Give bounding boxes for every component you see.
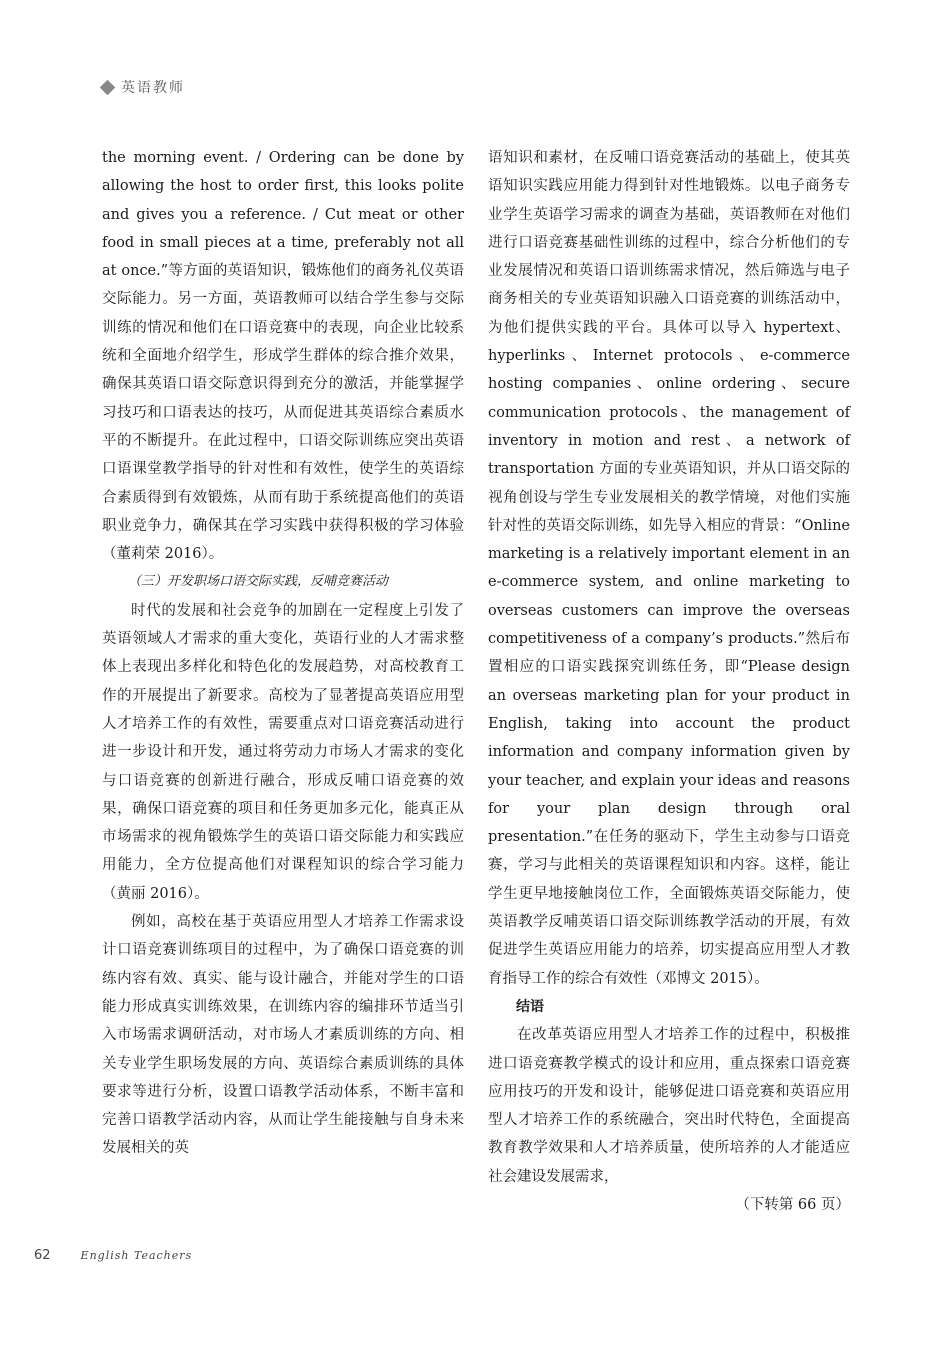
left-column: [102, 144, 464, 1163]
journal-header-title: 英语教师: [121, 80, 185, 96]
page-number: 62: [34, 1248, 51, 1263]
diamond-icon: [100, 79, 116, 95]
running-header: [102, 76, 185, 98]
subsection-heading: （三）开发职场口语交际实践，反哺竞赛活动: [128, 574, 389, 590]
section-title: 结语: [516, 998, 544, 1015]
paragraph: 例如，高校在基于英语应用型人才培养工作需求设计口语竞赛训练项目的过程中，为了确保口语竞赛的训练内容有效、真实、能与设计融合，并能对学生的口语能力形成真实训练效果，在训练内容的编排环节适当引入市场需求调研活动，对市场人才素质训练的方向、相关专业学生职场发展的方向、英语综合素质训练的具体要求等进行分析，设置口语教学活动体系，不断丰富和完善口语教学活动内容，从而让学生能接触与自身未来发展相关的英: [102, 914, 464, 1157]
page-footer: [34, 1248, 192, 1263]
continued-note: （下转第 66 页）: [735, 1196, 850, 1213]
paragraph: 在改革英语应用型人才培养工作的过程中，积极推进口语竞赛教学模式的设计和应用，重点探索口语竞赛应用技巧的开发和设计，能够促进口语竞赛和英语应用型人才培养工作的系统融合，突出时代特色，全面提高教育教学效果和人才培养质量，使所培养的人才能适应社会建设发展需求，: [488, 1027, 850, 1185]
paragraph: 时代的发展和社会竞争的加剧在一定程度上引发了英语领域人才需求的重大变化，英语行业的人才需求整体上表现出多样化和特色化的发展趋势，对高校教育工作的开展提出了新要求。高校为了显著提高英语应用型人才培养工作的有效性，需要重点对口语竞赛活动进行进一步设计和开发，通过将劳动力市场人才需求的变化与口语竞赛的创新进行融合，形成反哺口语竞赛的效果，确保口语竞赛的项目和任务更加多元化，能真正从市场需求的视角锻炼学生的英语口语交际能力和实践应用能力，全方位提高他们对课程知识的综合学习能力（黄丽 2016）。: [102, 602, 464, 902]
right-column: [488, 144, 850, 1219]
paragraph: the morning event. / Ordering can be done by allowing the host to order first, this looks polite and gives you a reference. / Cut meat or other food in small pieces at a time, preferably not all at once.”等方面的英语知识，锻炼他们的商务礼仪英语交际能力。另一方面，英语教师可以结合学生参与交际训练的情况和他们在口语竞赛中的表现，向企业比较系统和全面地介绍学生，形成学生群体的综合推介效果，确保其英语口语交际意识得到充分的激活，并能掌握学习技巧和口语表达的技巧，从而促进其英语综合素质水平的不断提升。在此过程中，口语交际训练应突出英语口语课堂教学指导的针对性和有效性，使学生的英语综合素质得到有效锻炼，从而有助于系统提高他们的英语职业竞争力，确保其在学习实践中获得积极的学习体验（董莉荣 2016）。: [102, 150, 464, 563]
paragraph: 语知识和素材，在反哺口语竞赛活动的基础上，使其英语知识实践应用能力得到针对性地锻炼。以电子商务专业学生英语学习需求的调查为基础，英语教师在对他们进行口语竞赛基础性训练的过程中，综合分析他们的专业发展情况和英语口语训练需求情况，然后筛选与电子商务相关的专业英语知识融入口语竞赛的训练活动中，为他们提供实践的平台。具体可以导入 hypertext、hyperlinks、Internet protocols、e-commerce hosting companies、online ordering、secure communication protocols、the management of inventory in motion and rest、a network of transportation 方面的专业英语知识，并从口语交际的视角创设与学生专业发展相关的教学情境，对他们实施针对性的英语交际训练，如先导入相应的背景：“Online marketing is a relatively important element in an e-commerce system, and online marketing to overseas customers can improve the overseas competitiveness of a company’s products.”然后布置相应的口语实践探究训练任务，即“Please design an overseas marketing plan for your product in English, taking into account the product information and company information given by your teacher, and explain your ideas and reasons for your plan design through oral presentation.”在任务的驱动下，学生主动参与口语竞赛，学习与此相关的英语课程知识和内容。这样，能让学生更早地接触岗位工作，全面锻炼英语交际能力，使英语教学反哺英语口语交际训练教学活动的开展，有效促进学生英语应用能力的培养，切实提高应用型人才教育指导工作的综合有效性（邓博文 2015）。: [488, 150, 850, 987]
footer-journal-name: English Teachers: [80, 1249, 193, 1262]
